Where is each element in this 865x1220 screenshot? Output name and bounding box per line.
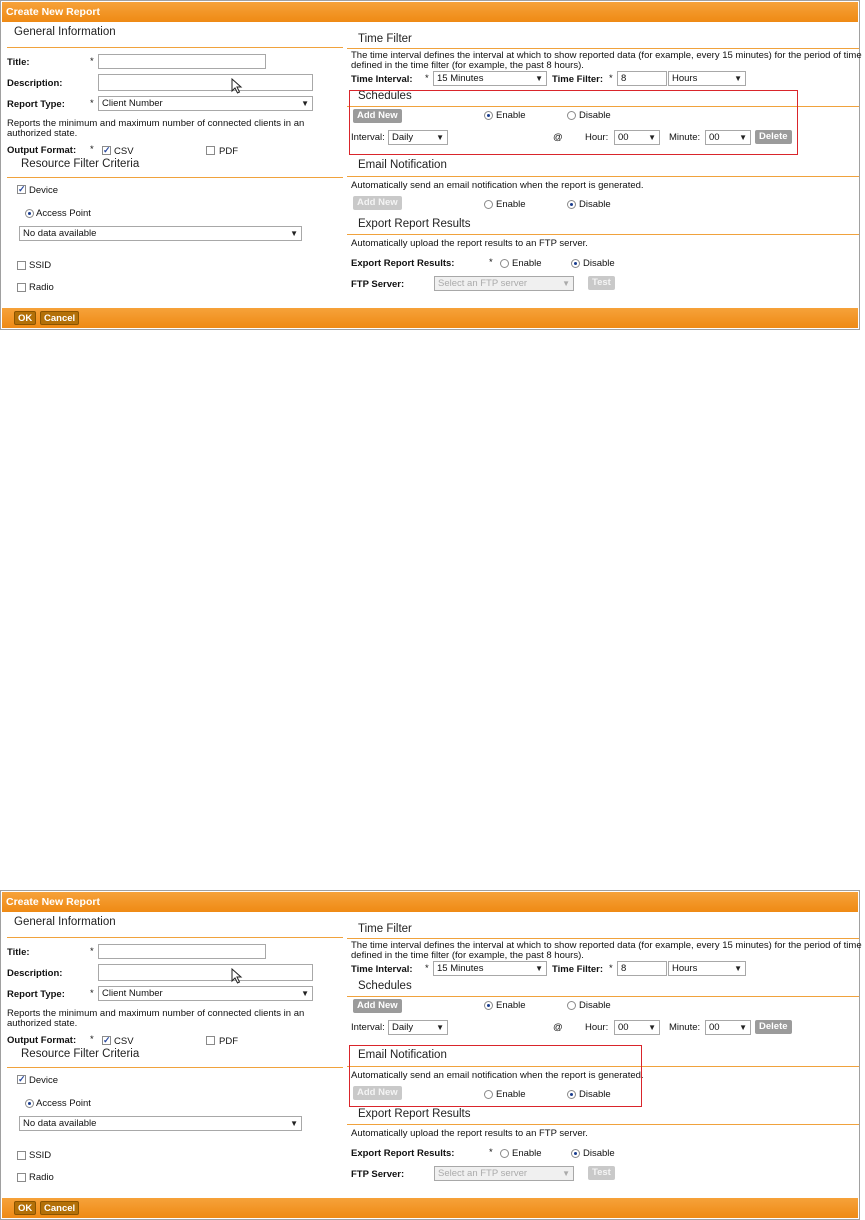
required-mark: * — [489, 1147, 493, 1158]
report-type-description-2: authorized state. — [7, 128, 78, 139]
hour-select[interactable] — [614, 1020, 660, 1035]
minute-label: Minute: — [669, 1022, 701, 1033]
mouse-cursor-icon — [231, 78, 243, 94]
resource-filter-heading: Resource Filter Criteria — [21, 158, 140, 170]
required-mark: * — [90, 988, 94, 999]
minute-label: Minute: — [669, 132, 701, 143]
export-disable-label: Disable — [583, 1148, 615, 1159]
export-results-description: Automatically upload the report results to an FTP server. — [351, 238, 588, 249]
pdf-label: PDF — [219, 1036, 238, 1047]
ftp-test-button[interactable]: Test — [588, 276, 615, 290]
hour-label: Hour: — [585, 132, 609, 143]
time-interval-select[interactable] — [433, 961, 547, 976]
dropdown-arrow-icon: ▼ — [562, 1169, 570, 1178]
required-mark: * — [90, 98, 94, 109]
general-info-heading: General Information — [14, 916, 116, 928]
section-divider — [347, 48, 859, 49]
dropdown-arrow-icon: ▼ — [734, 964, 742, 973]
time-filter-description-2: defined in the time filter (for example, the past 8 hours). — [351, 60, 584, 71]
report-type-description-1: Reports the minimum and maximum number of connected clients in an — [7, 118, 305, 129]
schedules-enable-label: Enable — [496, 1000, 526, 1011]
email-add-new-button[interactable]: Add New — [353, 196, 402, 210]
general-info-heading: General Information — [14, 26, 116, 38]
required-mark: * — [90, 1034, 94, 1045]
schedules-enable-radio[interactable] — [484, 1001, 493, 1010]
time-filter-label: Time Filter: — [552, 964, 604, 975]
dropdown-arrow-icon: ▼ — [648, 133, 656, 142]
report-type-value: Client Number — [102, 98, 163, 109]
dropdown-arrow-icon: ▼ — [290, 1119, 298, 1128]
email-disable-label: Disable — [579, 199, 611, 210]
schedule-interval-value: Daily — [392, 132, 414, 143]
dropdown-arrow-icon: ▼ — [648, 1023, 656, 1032]
dropdown-arrow-icon: ▼ — [562, 279, 570, 288]
dropdown-arrow-icon: ▼ — [436, 1023, 444, 1032]
description-input[interactable] — [98, 964, 313, 981]
title-input[interactable] — [98, 944, 266, 959]
highlight-box — [349, 90, 798, 155]
access-point-radio[interactable] — [25, 209, 34, 218]
section-divider — [347, 234, 859, 235]
email-enable-label: Enable — [496, 1089, 526, 1100]
ftp-test-button[interactable]: Test — [588, 1166, 615, 1180]
time-filter-description-1: The time interval defines the interval at which to show reported data (for example, every 15 minutes) for the period of time — [351, 940, 862, 951]
delete-schedule-button[interactable]: Delete — [755, 130, 792, 144]
time-filter-unit-select[interactable] — [668, 71, 746, 86]
export-enable-label: Enable — [512, 1148, 542, 1159]
section-divider — [347, 176, 859, 177]
schedules-add-new-button[interactable]: Add New — [353, 999, 402, 1013]
delete-schedule-button[interactable]: Delete — [755, 1020, 792, 1034]
export-results-heading: Export Report Results — [358, 218, 471, 230]
required-mark: * — [425, 73, 429, 84]
schedules-disable-label: Disable — [579, 1000, 611, 1011]
time-filter-unit-select[interactable] — [668, 961, 746, 976]
dropdown-arrow-icon: ▼ — [290, 229, 298, 238]
ok-button[interactable]: OK — [14, 1201, 36, 1215]
section-divider — [7, 47, 343, 48]
csv-label: CSV — [114, 1036, 134, 1047]
ssid-label: SSID — [29, 260, 52, 271]
time-interval-select[interactable] — [433, 71, 547, 86]
minute-value: 00 — [709, 132, 720, 143]
required-mark: * — [489, 257, 493, 268]
time-filter-heading: Time Filter — [358, 923, 412, 935]
section-divider — [347, 996, 859, 997]
create-report-dialog — [0, 0, 860, 330]
report-type-label: Report Type: — [7, 989, 65, 1000]
ssid-checkbox[interactable] — [17, 261, 26, 270]
email-enable-label: Enable — [496, 199, 526, 210]
ftp-server-placeholder: Select an FTP server — [438, 1168, 528, 1179]
required-mark: * — [425, 963, 429, 974]
title-input[interactable] — [98, 54, 266, 69]
time-filter-unit-value: Hours — [672, 963, 698, 974]
pdf-checkbox[interactable] — [206, 1036, 215, 1045]
radio-checkbox[interactable] — [17, 283, 26, 292]
radio-label: Radio — [29, 1172, 54, 1183]
ok-button[interactable]: OK — [14, 311, 36, 325]
csv-label: CSV — [114, 146, 134, 157]
minute-value: 00 — [709, 1022, 720, 1033]
export-disable-label: Disable — [583, 258, 615, 269]
schedules-enable-label: Enable — [496, 110, 526, 121]
ftp-server-placeholder: Select an FTP server — [438, 278, 528, 289]
description-label: Description: — [7, 968, 63, 979]
schedules-disable-label: Disable — [579, 110, 611, 121]
ssid-label: SSID — [29, 1150, 52, 1161]
at-symbol: @ — [553, 1022, 563, 1033]
required-mark: * — [90, 144, 94, 155]
device-label: Device — [29, 185, 59, 196]
hour-value: 00 — [618, 1022, 629, 1033]
section-divider — [347, 938, 859, 939]
output-format-label: Output Format: — [7, 145, 77, 156]
access-point-select[interactable] — [19, 1116, 302, 1131]
ftp-server-select[interactable] — [434, 276, 574, 291]
time-interval-value: 15 Minutes — [437, 963, 484, 974]
dialog-footer — [2, 1198, 858, 1218]
export-disable-radio[interactable] — [571, 1149, 580, 1158]
report-type-description-1: Reports the minimum and maximum number of connected clients in an — [7, 1008, 305, 1019]
schedule-interval-label: Interval: — [351, 1022, 385, 1033]
dropdown-arrow-icon: ▼ — [734, 74, 742, 83]
title-label: Title: — [7, 947, 30, 958]
schedule-interval-label: Interval: — [351, 132, 385, 143]
export-results-label: Export Report Results: — [351, 1148, 455, 1159]
dropdown-arrow-icon: ▼ — [739, 1023, 747, 1032]
device-label: Device — [29, 1075, 59, 1086]
required-mark: * — [90, 56, 94, 67]
cancel-button[interactable]: Cancel — [40, 311, 79, 325]
device-checkbox[interactable]: ✓ — [18, 1074, 26, 1084]
email-disable-radio[interactable] — [567, 200, 576, 209]
description-label: Description: — [7, 78, 63, 89]
at-symbol: @ — [553, 132, 563, 143]
pdf-label: PDF — [219, 146, 238, 157]
ftp-server-label: FTP Server: — [351, 1169, 405, 1180]
report-type-select[interactable] — [98, 96, 313, 111]
time-interval-label: Time Interval: — [351, 74, 413, 85]
access-point-select[interactable] — [19, 226, 302, 241]
time-filter-label: Time Filter: — [552, 74, 604, 85]
schedules-add-new-button[interactable]: Add New — [353, 109, 402, 123]
export-results-description: Automatically upload the report results to an FTP server. — [351, 1128, 588, 1139]
device-checkbox[interactable]: ✓ — [18, 184, 26, 194]
email-notification-description: Automatically send an email notification when the report is generated. — [351, 1070, 644, 1081]
required-mark: * — [90, 946, 94, 957]
radio-checkbox[interactable] — [17, 1173, 26, 1182]
mouse-cursor-icon — [231, 968, 243, 984]
hour-label: Hour: — [585, 1022, 609, 1033]
section-divider — [7, 1067, 343, 1068]
dropdown-arrow-icon: ▼ — [301, 99, 309, 108]
highlight-box — [349, 1045, 642, 1107]
dialog-title: Create New Report — [2, 2, 858, 22]
output-format-label: Output Format: — [7, 1035, 77, 1046]
resource-filter-heading: Resource Filter Criteria — [21, 1048, 140, 1060]
dropdown-arrow-icon: ▼ — [739, 133, 747, 142]
dropdown-arrow-icon: ▼ — [301, 989, 309, 998]
csv-checkbox[interactable]: ✓ — [103, 145, 111, 155]
report-type-label: Report Type: — [7, 99, 65, 110]
export-results-heading: Export Report Results — [358, 1108, 471, 1120]
export-enable-radio[interactable] — [500, 1149, 509, 1158]
section-divider — [347, 1124, 859, 1125]
dialog-title: Create New Report — [2, 892, 858, 912]
ftp-server-select[interactable] — [434, 1166, 574, 1181]
description-input[interactable] — [98, 74, 313, 91]
time-filter-input[interactable]: 8 — [617, 961, 667, 976]
dropdown-arrow-icon: ▼ — [436, 133, 444, 142]
email-disable-label: Disable — [579, 1089, 611, 1100]
cancel-button[interactable]: Cancel — [40, 1201, 79, 1215]
access-point-label: Access Point — [36, 1098, 91, 1109]
ftp-server-label: FTP Server: — [351, 279, 405, 290]
email-notification-heading: Email Notification — [358, 1049, 447, 1061]
email-notification-heading: Email Notification — [358, 159, 447, 171]
report-type-select[interactable] — [98, 986, 313, 1001]
access-point-radio[interactable] — [25, 1099, 34, 1108]
time-filter-input[interactable]: 8 — [617, 71, 667, 86]
access-point-value: No data available — [23, 228, 97, 239]
access-point-label: Access Point — [36, 208, 91, 219]
schedules-heading: Schedules — [358, 980, 412, 992]
dropdown-arrow-icon: ▼ — [535, 964, 543, 973]
export-disable-radio[interactable] — [571, 259, 580, 268]
radio-label: Radio — [29, 282, 54, 293]
schedule-interval-select[interactable] — [388, 1020, 448, 1035]
hour-value: 00 — [618, 132, 629, 143]
ssid-checkbox[interactable] — [17, 1151, 26, 1160]
access-point-value: No data available — [23, 1118, 97, 1129]
time-filter-unit-value: Hours — [672, 73, 698, 84]
export-results-label: Export Report Results: — [351, 258, 455, 269]
time-interval-value: 15 Minutes — [437, 73, 484, 84]
section-divider — [7, 177, 343, 178]
required-mark: * — [609, 73, 613, 84]
email-enable-radio[interactable] — [484, 200, 493, 209]
schedule-interval-value: Daily — [392, 1022, 414, 1033]
dropdown-arrow-icon: ▼ — [535, 74, 543, 83]
dialog-footer — [2, 308, 858, 328]
time-filter-description-1: The time interval defines the interval at which to show reported data (for example, every 15 minutes) for the period of time — [351, 50, 862, 61]
section-divider — [7, 937, 343, 938]
time-filter-heading: Time Filter — [358, 33, 412, 45]
email-add-new-button[interactable]: Add New — [353, 1086, 402, 1100]
report-type-value: Client Number — [102, 988, 163, 999]
schedules-heading: Schedules — [358, 90, 412, 102]
email-notification-description: Automatically send an email notification when the report is generated. — [351, 180, 644, 191]
report-type-description-2: authorized state. — [7, 1018, 78, 1029]
time-filter-description-2: defined in the time filter (for example, the past 8 hours). — [351, 950, 584, 961]
export-enable-radio[interactable] — [500, 259, 509, 268]
minute-select[interactable] — [705, 1020, 751, 1035]
schedules-disable-radio[interactable] — [567, 1001, 576, 1010]
required-mark: * — [609, 963, 613, 974]
time-interval-label: Time Interval: — [351, 964, 413, 975]
title-label: Title: — [7, 57, 30, 68]
pdf-checkbox[interactable] — [206, 146, 215, 155]
export-enable-label: Enable — [512, 258, 542, 269]
create-report-dialog — [0, 890, 860, 1220]
csv-checkbox[interactable]: ✓ — [103, 1035, 111, 1045]
